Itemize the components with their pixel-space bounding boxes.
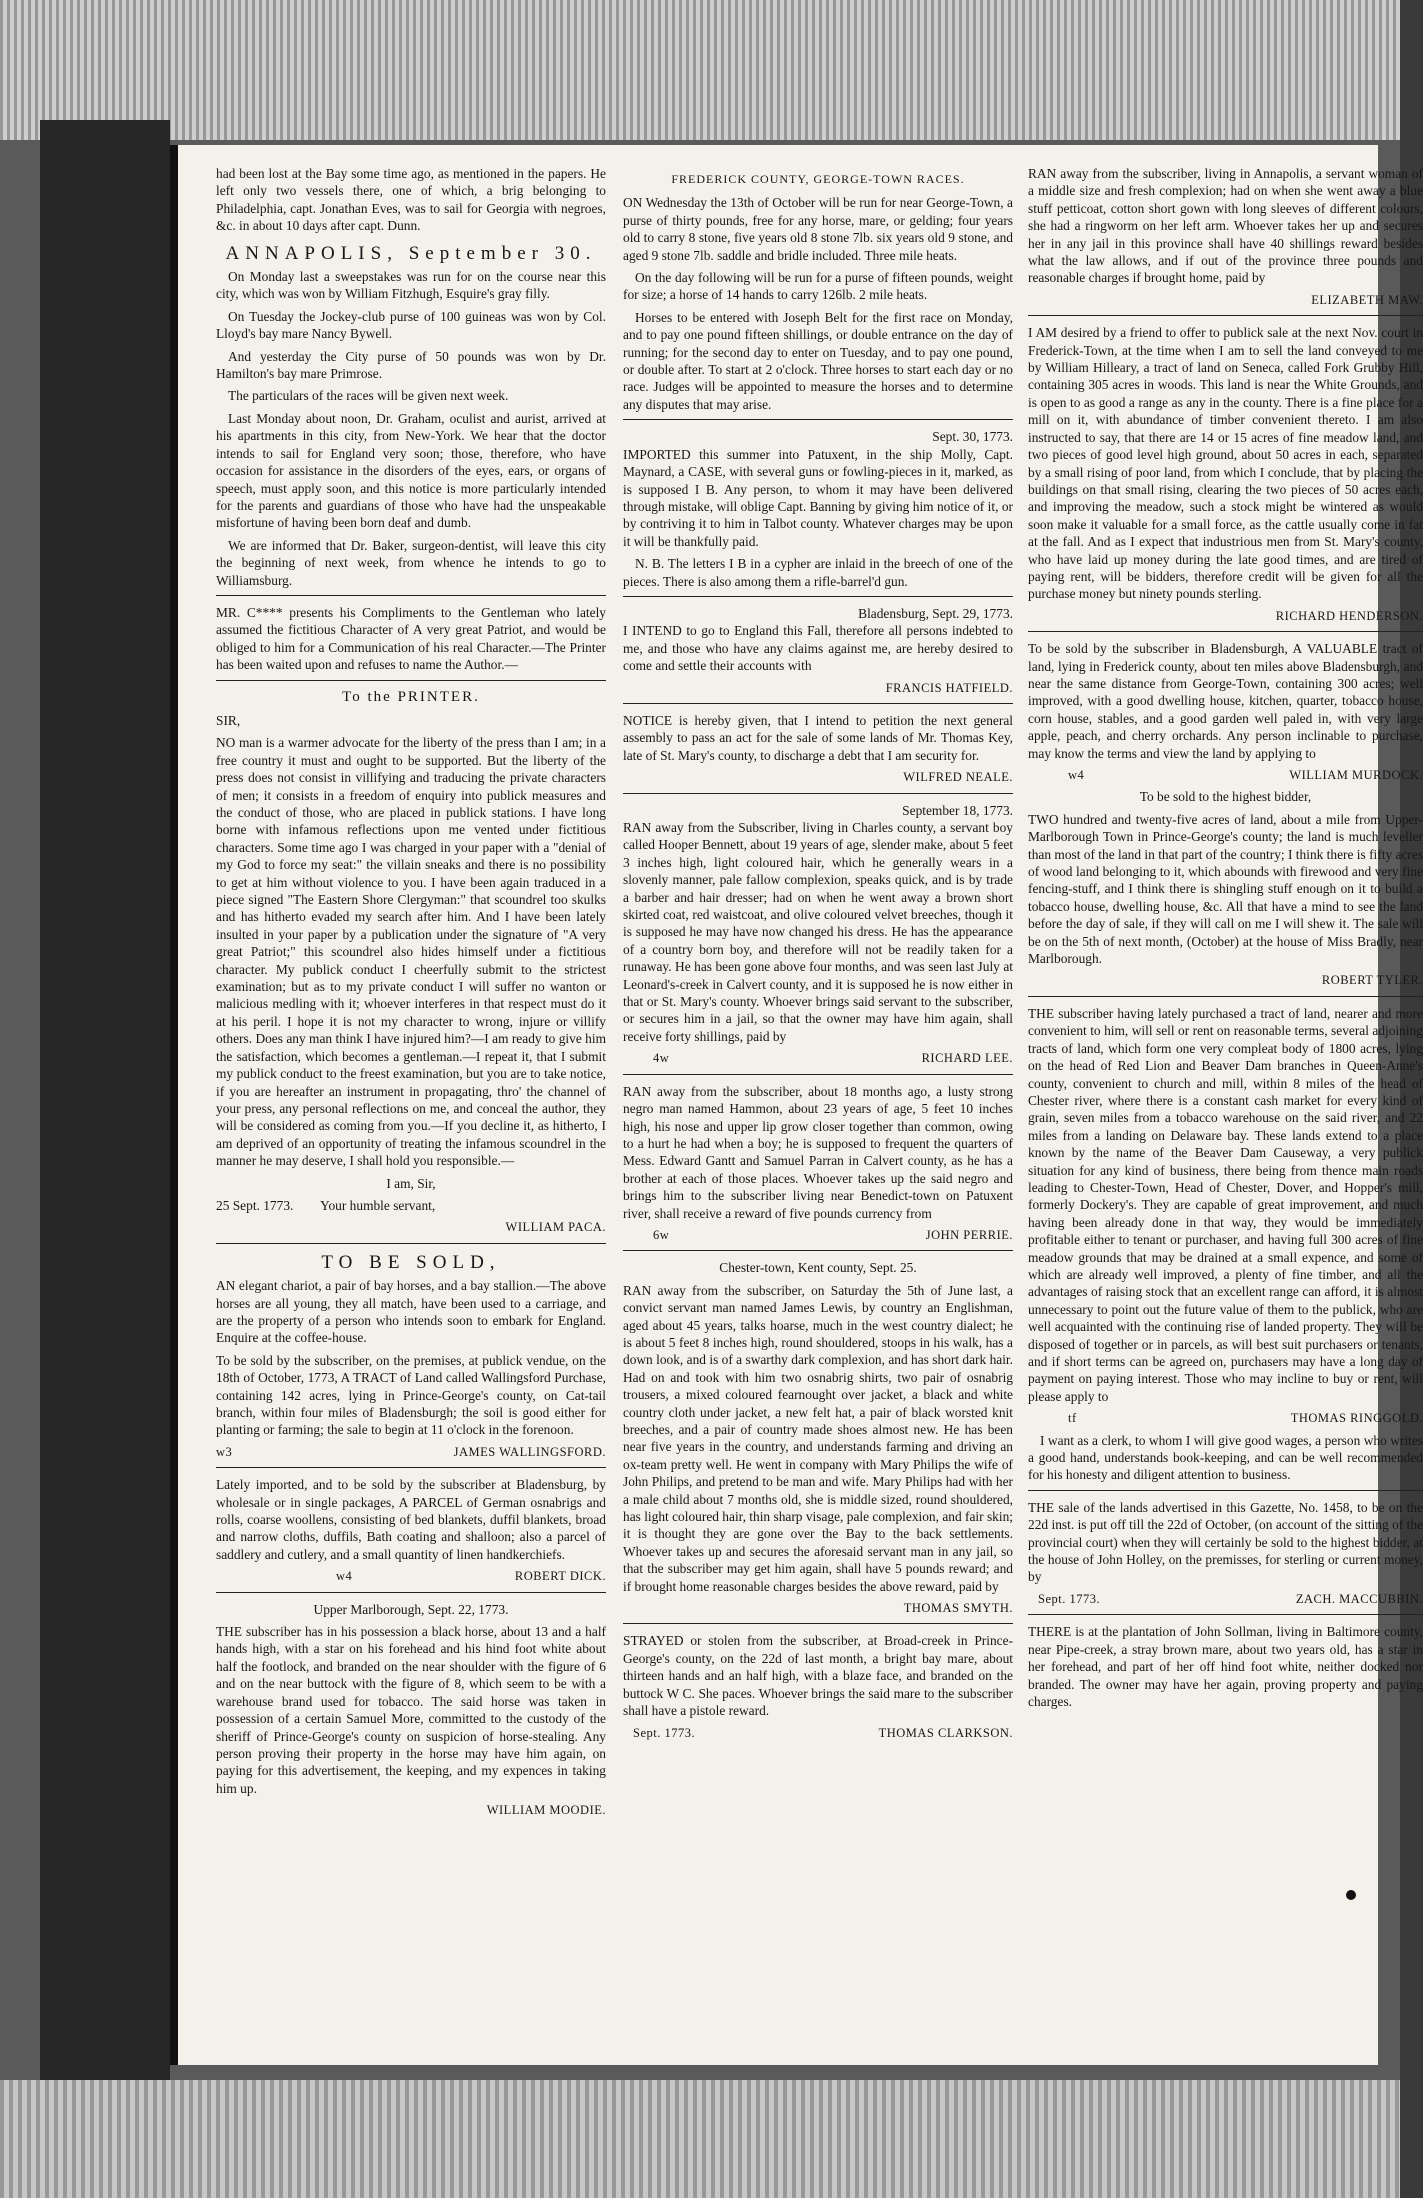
ad-signature: ROBERT TYLER. — [1321, 973, 1423, 988]
dateline-annapolis: ANNAPOLIS, September 30. — [225, 242, 597, 264]
ad-stray-mare: THERE is at the plantation of John Sollman, living in Baltimore county, near Pipe-creek, a stray brown mare, about two years old, has a star in her forehead, and part of her off hind foot white, neither docked nor branded. The owner may have her again, proving property and paying charges. — [1028, 1624, 1423, 1709]
ad-signature: Sept. 1773. THOMAS CLARKSON. — [633, 1725, 1013, 1740]
news-paragraph: had been lost at the Bay some time ago, as mentioned in the papers. He left only two vessels there, one of which, a brig belonging to Philadelphia, capt. Jonathan Eves, was to sail for Georgia with negroes, &c. in about 10 days after capt. Dunn. — [216, 166, 606, 234]
news-paragraph: And yesterday the City purse of 50 pounds was won by Dr. Hamilton's bay mare Primrose. — [216, 348, 606, 382]
ad-chariot: AN elegant chariot, a pair of bay horses, and a bay stallion.—The above horses are all young, they all match, have been used to a carriage, and are the property of a person who intends soon to embark for England. Enquire at the coffee-house. — [216, 1278, 606, 1346]
news-paragraph: Last Monday about noon, Dr. Graham, oculist and aurist, arrived at his apartments in this city, from New-York. We hear that the doctor intends to sail for England very soon; those, therefore, who have occasion for assistance in the disorders of the eyes, ears, or organs of speech, must apply soon, and this notice is more particularly intended for the parents and guardians of those who have had the unspeakable misfortune of having been born deaf and dumb. — [216, 410, 606, 531]
column-right — [1028, 165, 1423, 1715]
ad-land-rent: THE subscriber having lately purchased a tract of land, nearer and more convenient to him, will sell or rent on reasonable terms, several adjoining tracts of land, which form one very compleat body of 1800 acres, lying on the head of Red Lion and Beaver Dam branches in Queen-Anne's county, convenient to church and mill, within 8 miles of the head of Chester river, where there is a constant cash market for every kind of grain, seven miles from a tobacco warehouse on the said river, and 22 miles from a landing on Delaware bay. These lands extend to a place known by the name of the Beaver Dam Causeway, a very publick situation for any kind of business, there being from thence main roads leading to Chester-Town, Head of Chester, Dover, and Hopper's mill, formerly Dockery's. They are capable of great improvement, and much having been already done in that way, they would be immediately profitable either to tenant or purchaser, and having full 300 acres of fine meadow grounds that may be drained at a small expence, and some of which are already well improved, a plenty of fine timber, and all the advantages of raising stock that an excellent range can afford, it is almost unnecessary to point out the future value of them to the publick, who are well acquainted with the continuing rise of landed property. They will be disposed of together or in parcels, as will best suit purchasers or tenants, and if short terms can be agreed on, purchasers may have a long day of payment on paying interest. Those who may incline to buy or rent, will please apply to — [1028, 1005, 1423, 1404]
ad-races: On the day following will be run for a purse of fifteen pounds, weight for size; a horse of 14 hands to carry 126lb. 2 mile heats. — [623, 270, 1013, 303]
column-rule — [216, 595, 606, 596]
column-rule — [623, 419, 1013, 420]
column-rule — [623, 1623, 1013, 1624]
column-middle — [623, 165, 1013, 1746]
column-rule — [623, 793, 1013, 794]
ad-signature: THOMAS SMYTH. — [903, 1601, 1013, 1616]
ad-signature: 6w JOHN PERRIE. — [653, 1227, 1013, 1242]
ad-case: N. B. The letters I B in a cypher are inlaid in the breech of one of the pieces. There is also among them a rifle-barrel'd gun. — [623, 556, 1013, 589]
column-rule — [623, 596, 1013, 597]
ad-runaway: RAN away from the subscriber, living in Annapolis, a servant woman of a middle size and fresh complexion; had on when she went away a blue stuff petticoat, cotton short gown with long sleeves of different colours, she had a ringworm on her left arm. Whoever takes her up and secures her in any jail in this province shall have 40 shillings reward besides what the law allows, and if out of the province three pounds and reasonable charges if brought home, paid by — [1028, 166, 1423, 286]
ad-england: I INTEND to go to England this Fall, therefore all persons indebted to me, and those who have any claims against me, are hereby desired to come and settle their accounts with — [623, 623, 1013, 674]
letter-closing: I am, Sir, — [386, 1175, 436, 1191]
column-rule — [1028, 1614, 1423, 1615]
column-rule — [1028, 315, 1423, 316]
news-paragraph: We are informed that Dr. Baker, surgeon-dentist, will leave this city the beginning of next week, from whence he intends to go to Williamsburg. — [216, 537, 606, 588]
ad-runaway: RAN away from the subscriber, on Saturday the 5th of June last, a convict servant man named James Lewis, by country an Englishman, aged about 45 years, talks hoarse, much in the west country dialect; he is about 5 feet 8 inches high, round shouldered, stoops in his walk, has a down look, and is of a swarthy dark complexion, and has short dark hair. Had on and took with him two osnabrig shirts, two pair of osnabrig trousers, a mixed coloured fearnought over jacket, a black and white country cloth under jacket, a new felt hat, a pair of black worsted knit breeches, and a pair of country made shoes almost new. He has been near five years in the country, and understands farming and driving an ox-team pretty well. He went in company with Mary Philips the wife of John Philips, and pretend to be man and wife. Mary Philips had with her a male child about 7 months old, she is middle sized, round shouldered, has light coloured hair, thin sharp visage, pale complexion, and fair skin; it is thought they are gone over the Bay to the back settlements. Whoever takes up and secures the aforesaid servant man in any jail, so that the subscriber may get him again, shall have 5 pounds reward; and if brought home reasonable charges besides the above reward, paid by — [623, 1282, 1013, 1594]
ad-races: ON Wednesday the 13th of October will be run for near George-Town, a purse of thirty pounds, free for any horse, mare, or gelding; four years old to carry 8 stone, five years old 8 stone 7lb. six years old 9 stone, and aged 9 stone 7lb. saddle and bridle included. Three mile heats. — [623, 195, 1013, 263]
column-rule — [623, 703, 1013, 704]
news-paragraph: The particulars of the races will be given next week. — [228, 388, 509, 404]
ad-signature: WILFRED NEALE. — [903, 770, 1013, 785]
letter-salutation: SIR, — [216, 712, 241, 728]
ad-runaway: RAN away from the subscriber, about 18 months ago, a lusty strong negro man named Hammon, about 23 years of age, 5 feet 10 inches high, his nose and upper lip grow closer together than common, owing to a hurt he had when a boy; he is supposed to frequent the quarters of Mess. Edward Gantt and Samuel Parran in Calvert county, as he has a brother at each of those places. Whoever takes up the said negro and brings him to the subscriber living near Benedict-town on Patuxent river, shall receive a reward of five pounds currency from — [623, 1083, 1013, 1221]
ad-signature: FRANCIS HATFIELD. — [885, 680, 1013, 695]
ad-notice: NOTICE is hereby given, that I intend to petition the next general assembly to pass an act for the sale of some lands of Mr. Thomas Key, late of St. Mary's county, to discharge a debt that I am security for. — [623, 712, 1013, 763]
scan-noise-bottom — [0, 2080, 1400, 2198]
ad-dateline: Bladensburg, Sept. 29, 1773. — [858, 605, 1013, 621]
column-left — [216, 165, 606, 1824]
letter-heading: To the PRINTER. — [342, 688, 480, 705]
column-rule — [1028, 996, 1423, 997]
news-paragraph: On Tuesday the Jockey-club purse of 100 guineas was won by Col. Lloyd's bay mare Nancy Bywell. — [216, 308, 606, 342]
book-binding — [40, 120, 170, 2080]
ad-land-sale: To be sold by the subscriber in Bladensburgh, A VALUABLE tract of land, lying in Frederick county, about ten miles above Bladensburgh, and near the same distance from George-Town, containing 300 acres; well improved, with a good dwelling house, kitchen, quarter, tobacco house, corn house, stables, and a good garden well paled in, with very large apple, peach, and cherry orchards. Any person inclinable to purchase, may know the terms and view the land by applying to — [1028, 641, 1423, 761]
ad-dateline: September 18, 1773. — [902, 802, 1013, 818]
letter-body: NO man is a warmer advocate for the liberty of the press than I am; in a free country it must and ought to be supported. But the liberty of the press does not consist in villifying and traducing the private characters of men; it consists in a freedom of enquiry into publick measures and the conduct of those, who are placed in publick stations. I have long borne with infamous reflections upon me vented under fictitious characters. Some time ago I was charged in your paper with a "denial of my God to force my seat:" the villain sneaks and there is no possibility to get at him without violence to you. I have been again traduced in a piece signed "The Eastern Shore Clergyman:" that scoundrel too skulks and has hitherto evaded my search after him. And I have been lately insulted in your paper by a publication under the signature of "A very great Patriot;" this scoundrel also hides himself under a fictitious character. My publick conduct I cheerfully submit to the strictest examination; but as to my private conduct I will suffer no wanton or malicious medling with it; whoever interferes in that respect must do it at his peril. I hope it is not my character to wrong, injure or villify others. Does any man think I have injured him?—I am ready to give him the satisfaction, which becomes a gentleman.—I repeat it, that I submit my publick conduct to the freest examination, but you are to take notice, if you are hereafter an instrument in propagating, thro' the channel of your press, any personal reflections on me, and conceal the author, they will be considered as coming from you.—If you decline it, as hitherto, I am deprived of an opportunity of treating the infamous scoundrel in the manner he may deserve, I shall hold you responsible.— — [216, 735, 606, 1169]
ad-signature: ELIZABETH MAW. — [1311, 292, 1423, 307]
ad-dateline: Chester-town, Kent county, Sept. 25. — [719, 1260, 917, 1276]
column-rule — [216, 680, 606, 681]
column-rule — [1028, 631, 1423, 632]
ad-runaway: RAN away from the Subscriber, living in Charles county, a servant boy called Hooper Bennett, about 19 years of age, slender make, about 5 feet 3 inches high, light coloured hair, which he generally wears in a slovenly manner, pale fallow complexion, speaks quick, and is by trade a barber and hair dresser; had on when he went away a brown short skirted coat, red waistcoat, and olive coloured velvet breeches, though it is supposed he may have now changed his dress. He has the appearance of a country born boy, and therefore will not be readily taken for a runaway. He has been gone above four months, and was seen last July at Leonard's-creek in Calvert county, and it is supposed he is now either in that or St. Mary's county. Whoever brings said servant to the subscriber, or secures him in a jail, so that the owner may have him again, shall receive forty shillings, paid by — [623, 820, 1013, 1044]
ad-signature: w4 WILLIAM MURDOCK. — [1068, 768, 1423, 782]
news-paragraph: On Monday last a sweepstakes was run for on the course near this city, which was won by William Fitzhugh, Esquire's gray filly. — [216, 269, 606, 302]
newspaper-page — [170, 145, 1423, 2065]
ad-signature: Sept. 1773. ZACH. MACCUBBIN. — [1038, 1591, 1423, 1606]
ad-heading-highest-bidder: To be sold to the highest bidder, — [1139, 789, 1312, 805]
ad-land-sale: I AM desired by a friend to offer to publick sale at the next Nov. court in Frederick-Town, at the time when I am to sell the land conveyed to me by William Hilleary, a tract of land on Seneca, called Fork Grubby Hill, containing 305 acres in woods. This land is near the White Grounds, and is open to as good a range as any in the county. There is a fine place for a mill on it, with abundance of timber convenient thereto. I am also instructed to say, that there are 14 or 15 acres of fine meadow land, and two pieces of good level high ground, about 50 acres in each, separated by a small rising of poor land, from which I conclude, that by placing the buildings on that small rising, clearing the two pieces of 50 acres each, and improving the meadow, such a stock might be wintered as would soon make it valuable for a small force, as the cattle usually come in fat at the fall. And as I expect that industrious men from St. Mary's county, who have laid up money during the late good times, and are tired of paying rent, will be bidders, therefore credit will be given for all the purchase money but ninety pounds sterling. — [1028, 325, 1423, 602]
ad-dateline: Sept. 30, 1773. — [932, 429, 1013, 445]
ad-signature: w4 ROBERT DICK. — [336, 1569, 606, 1584]
ad-signature: 4w RICHARD LEE. — [653, 1051, 1013, 1066]
letter-date: 25 Sept. 1773. Your humble servant, — [216, 1197, 436, 1213]
ad-clerk-wanted: I want as a clerk, to whom I will give good wages, a person who writes a good hand, understands book-keeping, and can be well recommended for his honesty and diligent attention to business. — [1028, 1432, 1423, 1483]
column-rule — [216, 1243, 606, 1244]
column-rule — [216, 1467, 606, 1468]
ad-heading-races: FREDERICK COUNTY, GEORGE-TOWN RACES. — [671, 172, 965, 186]
ad-signature: tf THOMAS RINGGOLD. — [1068, 1411, 1423, 1426]
letter-signature: WILLIAM PACA. — [505, 1220, 606, 1235]
column-rule — [216, 1592, 606, 1593]
ad-signature: RICHARD HENDERSON. — [1275, 608, 1423, 623]
ad-heading-to-be-sold: TO BE SOLD, — [321, 1251, 501, 1273]
ad-case: IMPORTED this summer into Patuxent, in the ship Molly, Capt. Maynard, a CASE, with several guns or fowling-pieces in it, marked, as is supposed I B. Any person, to whom it may have been delivered through mistake, will oblige Capt. Banning by giving him notice of it, or by contriving it to him in Talbot county. Whatever charges may be upon it will be thankfully paid. — [623, 446, 1013, 549]
ad-land-sale: TWO hundred and twenty-five acres of land, about a mile from Upper-Marlborough Town in Prince-George's county; the land is much leveller than most of the land in that part of the country; I think there is fifty acres of wood land belonging to it, which abounds with firewood and very fine fencing-stuff, and I think there is shingling stuff enough on it to build a tobacco house, dwelling house, &c. All that have a mind to see the land before the day of sale, if they will call on me I will shew it. The sale will be on the 5th of next month, (October) at the house of Miss Bradly, near Marlborough. — [1028, 811, 1423, 967]
ad-signature: w3 JAMES WALLINGSFORD. — [216, 1444, 606, 1459]
ad-strayed: STRAYED or stolen from the subscriber, at Broad-creek in Prince-George's county, on the 22d of last month, a bright bay mare, about thirteen hands and an half high, with a blaze face, and branded on the buttock W C. She paces. Whoever brings the said mare to the subscriber shall have a pistole reward. — [623, 1633, 1013, 1719]
ad-black-horse: THE subscriber has in his possession a black horse, about 13 and a half hands high, with a star on his forehead and his hind foot white about half the footlock, and branded on the near shoulder with the figure of 6 and on the near buttock with the figure of 8, which seem to be with a warehouse brand used for tobacco. The said horse was taken in possession of a certain Samuel More, committed to the custody of the sheriff of Prince-George's county on suspicion of horse-stealing. Any person proving their property in the horse may have him again, on paying for this advertisement, the keeping, and my expences in taking him up. — [216, 1624, 606, 1796]
ad-races: Horses to be entered with Joseph Belt for the first race on Monday, and to pay one pound fifteen shillings, or double entrance on the day of running; for the second day to enter on Tuesday, and to pay one pound, or double after. To start at 2 o'clock. Three horses to start each day or no race. Judges will be appointed to measure the horses and to determine any disputes that may arise. — [623, 309, 1013, 412]
ad-parcel: Lately imported, and to be sold by the subscriber at Bladensburg, by wholesale or in single packages, A PARCEL of German osnabrigs and rolls, coarse woollens, consisting of bed blankets, duffil blankets, broad and narrow cloths, duffils, Bath coating and shalloon; also a parcel of saddlery and cutlery, and a small quantity of linen handkerchiefs. — [216, 1477, 606, 1562]
ad-dateline: Upper Marlborough, Sept. 22, 1773. — [313, 1601, 509, 1617]
ink-mark — [1346, 1890, 1356, 1900]
ad-sale-postponed: THE sale of the lands advertised in this Gazette, No. 1458, to be on the 22d inst. is put off till the 22d of October, (on account of the sitting of the provincial court) when they will certainly be sold to the highest bidder, at the house of John Holley, on the premisses, for sterling or current money, by — [1028, 1499, 1423, 1585]
column-rule — [623, 1074, 1013, 1075]
scan-noise-top — [0, 0, 1400, 140]
column-rule — [1028, 1490, 1423, 1491]
notice-mr-c: MR. C**** presents his Compliments to the Gentleman who lately assumed the fictitious Character of A very great Patriot, and would be obliged to him for a Communication of his real Character.—The Printer has been waited upon and refuses to name the Author.— — [216, 604, 606, 673]
ad-signature: WILLIAM MOODIE. — [486, 1803, 606, 1818]
column-rule — [623, 1250, 1013, 1251]
ad-tract: To be sold by the subscriber, on the premises, at publick vendue, on the 18th of October, 1773, A TRACT of Land called Wallingsford Purchase, containing 142 acres, lying in Prince-George's county, on Cat-tail branch, within four miles of Bladensburgh; the soil is good either for planting or farming; the sale to begin at 11 o'clock in the forenoon. — [216, 1352, 606, 1438]
